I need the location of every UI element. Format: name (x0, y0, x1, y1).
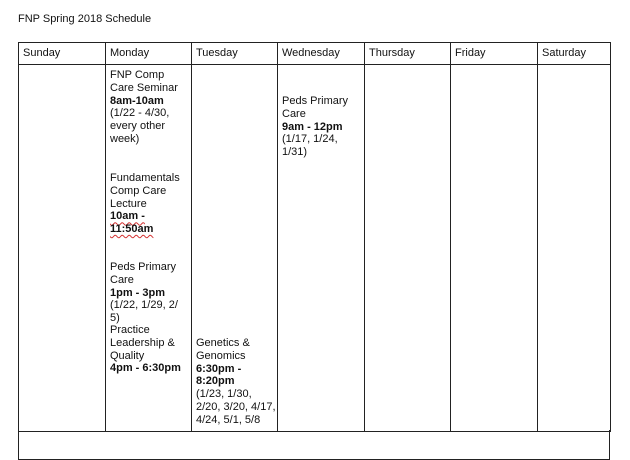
event-time: 9am - 12pm (282, 120, 343, 133)
event-time: 6:30pm - 8:20pm (196, 362, 242, 388)
schedule-table (18, 42, 611, 432)
thursday-cell (365, 65, 451, 432)
sunday-cell (19, 65, 106, 432)
day-header-friday: Friday (451, 43, 538, 65)
day-header-tuesday: Tuesday (192, 43, 278, 65)
table-continuation-row (18, 430, 610, 460)
event-title: Practice Leadership & Quality (110, 324, 175, 362)
event-title: Genetics & Genomics (196, 337, 250, 362)
event-time: 1pm - 3pm (110, 286, 166, 299)
day-header-thursday: Thursday (365, 43, 451, 65)
event-title: Peds Primary Care (282, 95, 349, 120)
tuesday-cell (192, 65, 278, 432)
day-header-wednesday: Wednesday (278, 43, 365, 65)
event-title: Peds Primary Care (110, 261, 177, 286)
friday-cell (451, 65, 538, 432)
monday-cell (106, 65, 192, 432)
event-dates: (1/17, 1/24, 1/31) (282, 133, 338, 159)
day-header-saturday: Saturday (538, 43, 611, 65)
day-header-monday: Monday (106, 43, 192, 65)
event-time: 4pm - 6:30pm (110, 362, 181, 375)
event-peds-primary-care-monday (110, 261, 190, 325)
schedule-row (19, 65, 611, 432)
event-title: FNP Comp Care Seminar (110, 69, 178, 94)
saturday-cell (538, 65, 611, 432)
event-title: Fundamentals Comp Care Lecture (110, 172, 180, 210)
event-genetics-genomics (196, 337, 276, 427)
event-practice-leadership-quality (110, 324, 190, 375)
wednesday-cell (278, 65, 365, 432)
document-title: FNP Spring 2018 Schedule (18, 13, 152, 25)
event-peds-primary-care-wednesday (282, 95, 362, 159)
day-header-row (19, 43, 611, 65)
event-time: 8am-10am (110, 94, 164, 107)
event-fnp-comp-care-seminar (110, 69, 190, 146)
event-dates: (1/22 - 4/30, every other week) (110, 107, 170, 145)
event-fundamentals-comp-care-lecture (110, 172, 190, 236)
event-time: 10am - 11:50am (110, 210, 154, 236)
event-dates: (1/23, 1/30, 2/20, 3/20, 4/17, 4/24, 5/1, 5/8 (196, 388, 276, 426)
event-dates: (1/22, 1/29, 2/ 5) (110, 299, 178, 325)
day-header-sunday: Sunday (19, 43, 106, 65)
